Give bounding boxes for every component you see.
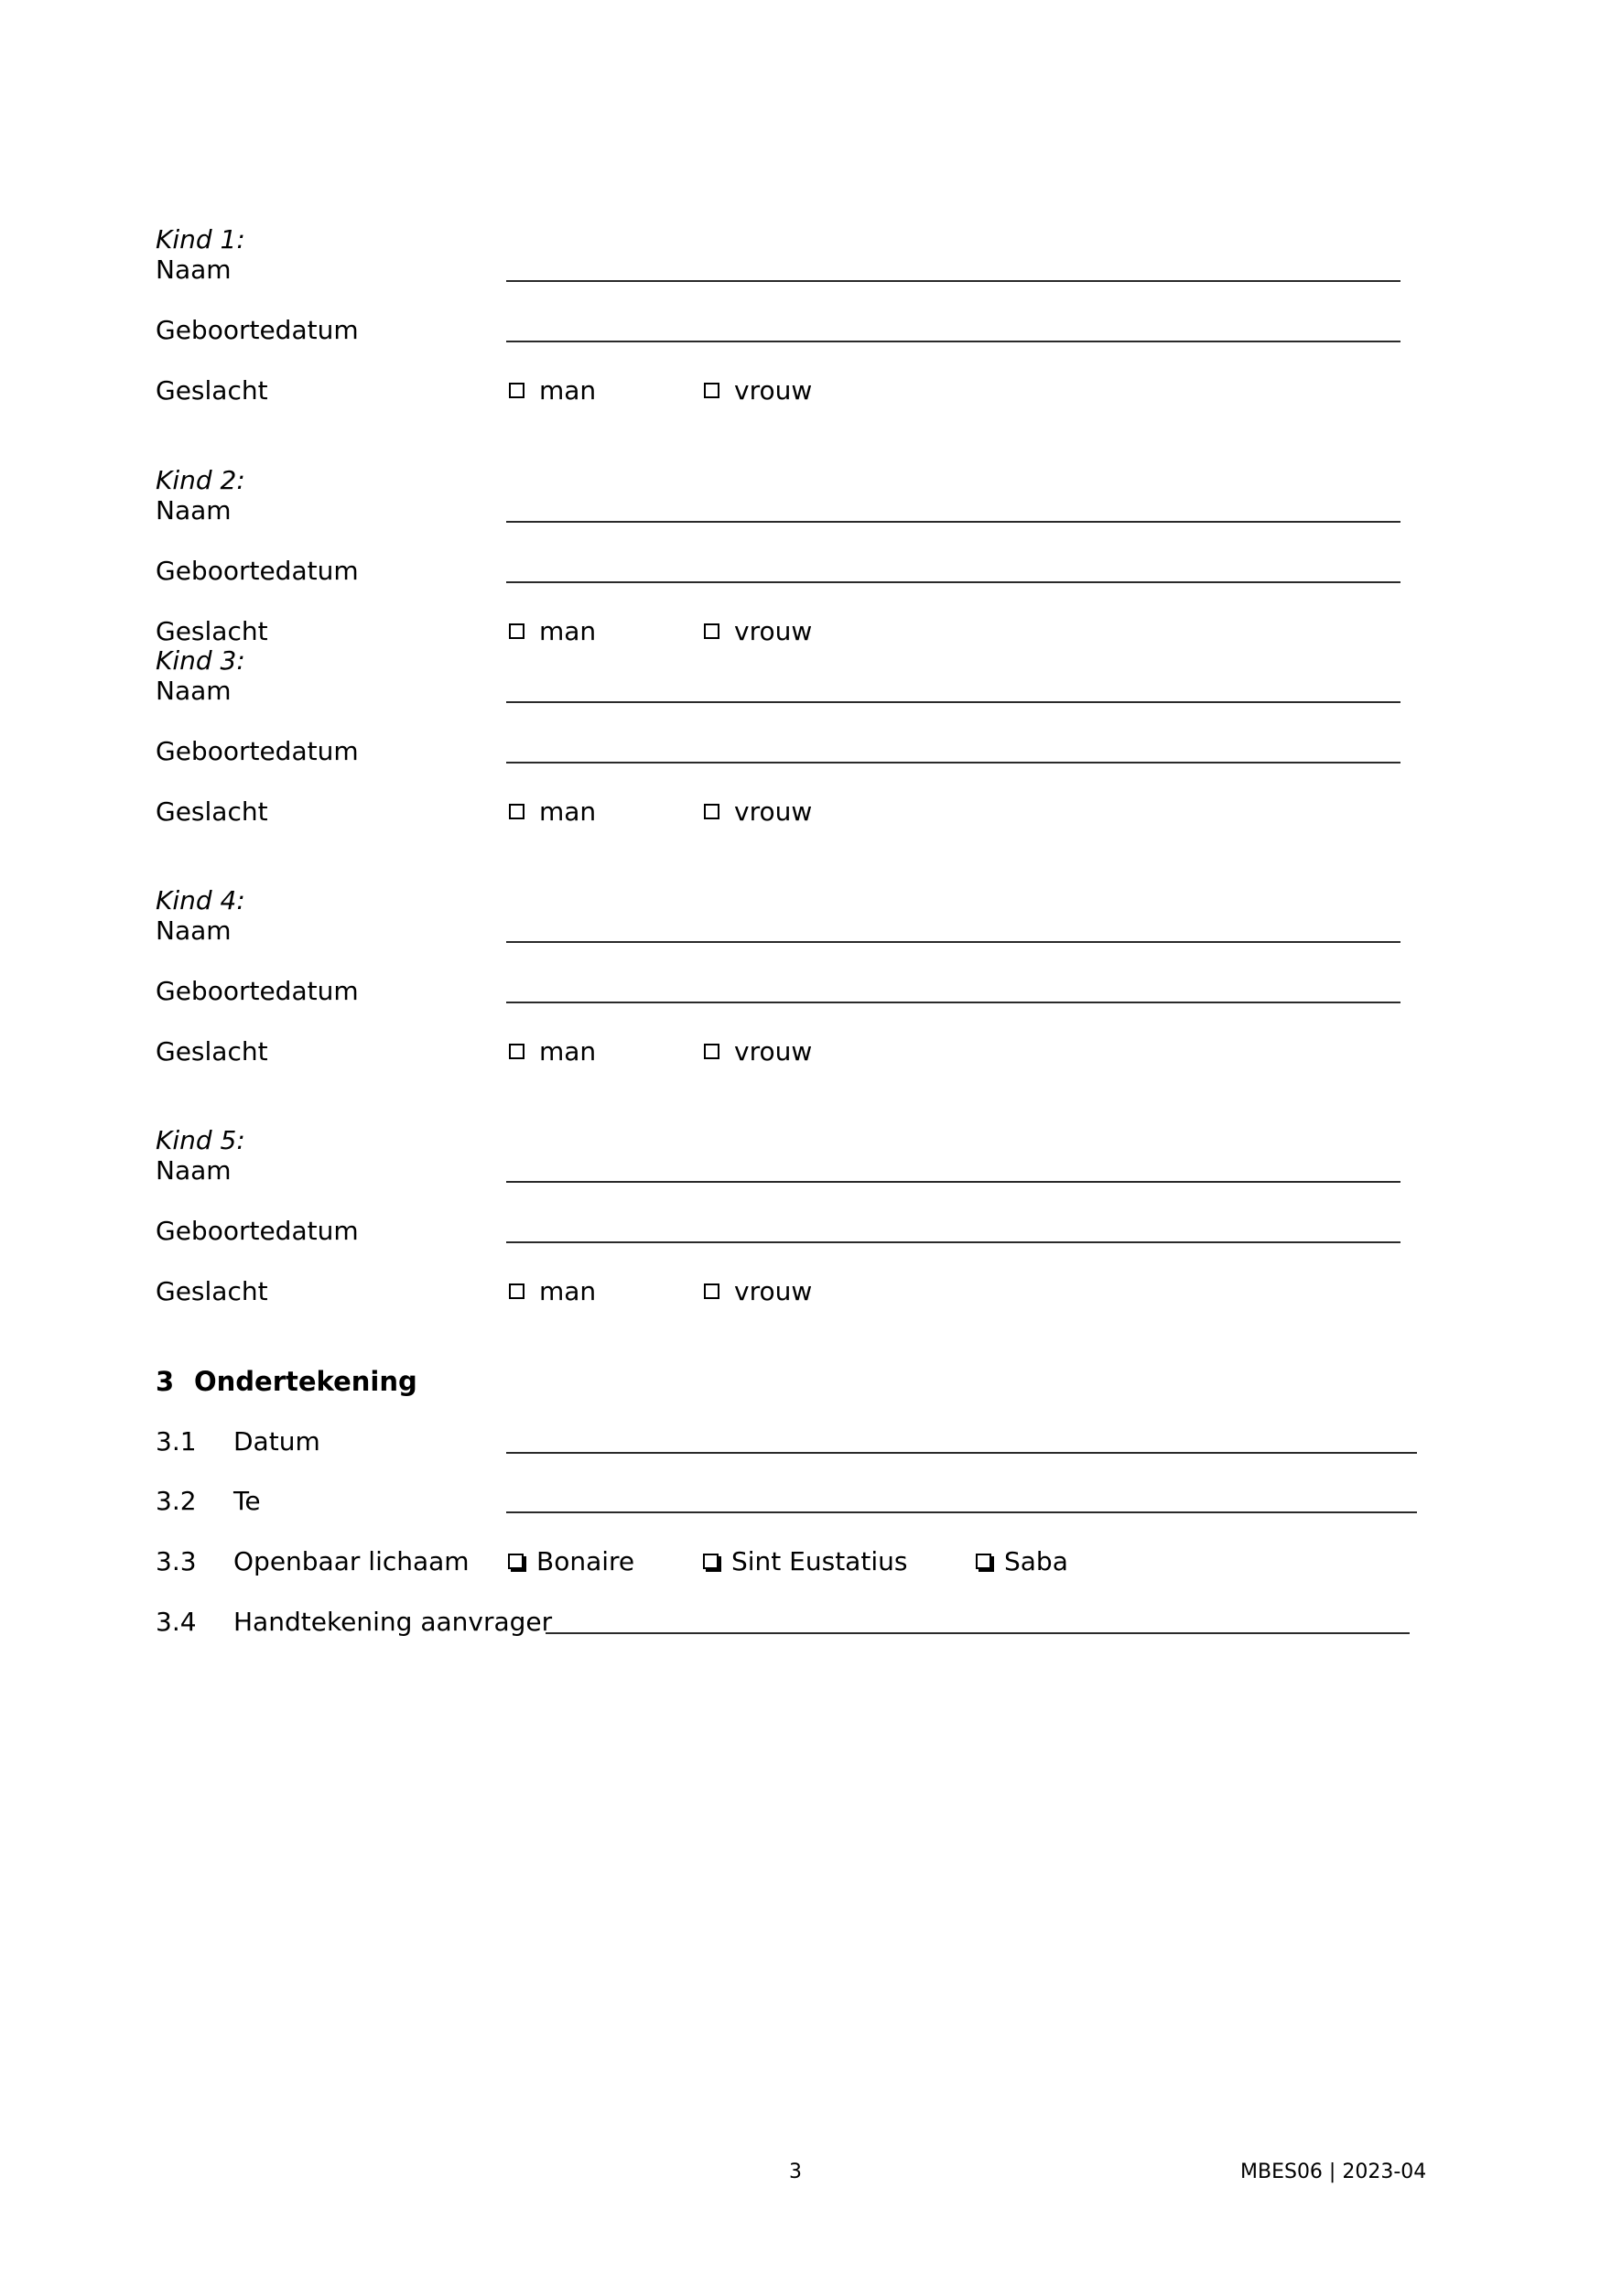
dob-label: Geboortedatum: [156, 556, 359, 586]
option-sint-eustatius-label: Sint Eustatius: [731, 1546, 908, 1576]
child-title: Kind 3:: [156, 645, 245, 676]
option-man-label: man: [539, 1276, 597, 1306]
child-title: Kind 4:: [156, 885, 245, 915]
child-title: Kind 5:: [156, 1125, 245, 1155]
option-man-label: man: [539, 375, 597, 406]
checkbox-vrouw[interactable]: [704, 383, 719, 398]
option-man-label: man: [539, 796, 597, 827]
option-man-label: man: [539, 1036, 597, 1067]
section-title: Ondertekening: [194, 1366, 417, 1397]
dob-label: Geboortedatum: [156, 736, 359, 766]
option-vrouw-label: vrouw: [734, 1036, 813, 1067]
checkbox-bonaire[interactable]: [508, 1554, 524, 1569]
option-vrouw-label: vrouw: [734, 1276, 813, 1306]
place-label: Te: [233, 1486, 261, 1516]
page-number: 3: [789, 2161, 802, 2183]
dob-input-line[interactable]: [506, 581, 1400, 583]
public-body-label: Openbaar lichaam: [233, 1546, 470, 1576]
dob-input-line[interactable]: [506, 762, 1400, 764]
signature-label: Handtekening aanvrager: [233, 1607, 553, 1637]
item-number: 3.1: [156, 1426, 197, 1457]
name-label: Naam: [156, 676, 232, 706]
gender-label: Geslacht: [156, 1276, 268, 1306]
dob-label: Geboortedatum: [156, 976, 359, 1006]
checkbox-man[interactable]: [509, 383, 524, 398]
item-number: 3.2: [156, 1486, 197, 1516]
dob-input-line[interactable]: [506, 1241, 1400, 1243]
name-label: Naam: [156, 1155, 232, 1186]
checkbox-vrouw[interactable]: [704, 623, 719, 639]
checkbox-man[interactable]: [509, 1283, 524, 1299]
dob-input-line[interactable]: [506, 1002, 1400, 1003]
option-vrouw-label: vrouw: [734, 616, 813, 646]
child-title: Kind 2:: [156, 465, 245, 495]
checkbox-man[interactable]: [509, 1044, 524, 1059]
name-input-line[interactable]: [506, 280, 1400, 282]
checkbox-sint-eustatius[interactable]: [703, 1554, 719, 1569]
name-label: Naam: [156, 915, 232, 946]
gender-label: Geslacht: [156, 616, 268, 646]
document-code: MBES06 | 2023-04: [1240, 2161, 1427, 2183]
gender-label: Geslacht: [156, 1036, 268, 1067]
name-input-line[interactable]: [506, 701, 1400, 703]
option-bonaire-label: Bonaire: [536, 1546, 635, 1576]
option-vrouw-label: vrouw: [734, 796, 813, 827]
checkbox-man[interactable]: [509, 804, 524, 819]
place-input-line[interactable]: [506, 1511, 1417, 1513]
item-number: 3.3: [156, 1546, 197, 1576]
name-input-line[interactable]: [506, 521, 1400, 523]
date-label: Datum: [233, 1426, 320, 1457]
name-input-line[interactable]: [506, 1181, 1400, 1183]
dob-label: Geboortedatum: [156, 315, 359, 345]
option-saba-label: Saba: [1004, 1546, 1068, 1576]
checkbox-vrouw[interactable]: [704, 1283, 719, 1299]
section-number: 3: [156, 1366, 175, 1397]
checkbox-man[interactable]: [509, 623, 524, 639]
signature-input-line[interactable]: [546, 1632, 1410, 1634]
gender-label: Geslacht: [156, 375, 268, 406]
option-vrouw-label: vrouw: [734, 375, 813, 406]
item-number: 3.4: [156, 1607, 197, 1637]
date-input-line[interactable]: [506, 1452, 1417, 1454]
gender-label: Geslacht: [156, 796, 268, 827]
checkbox-vrouw[interactable]: [704, 1044, 719, 1059]
dob-label: Geboortedatum: [156, 1216, 359, 1246]
name-label: Naam: [156, 255, 232, 285]
checkbox-saba[interactable]: [976, 1554, 991, 1569]
child-title: Kind 1:: [156, 224, 245, 255]
name-input-line[interactable]: [506, 941, 1400, 943]
option-man-label: man: [539, 616, 597, 646]
name-label: Naam: [156, 495, 232, 525]
dob-input-line[interactable]: [506, 341, 1400, 342]
checkbox-vrouw[interactable]: [704, 804, 719, 819]
